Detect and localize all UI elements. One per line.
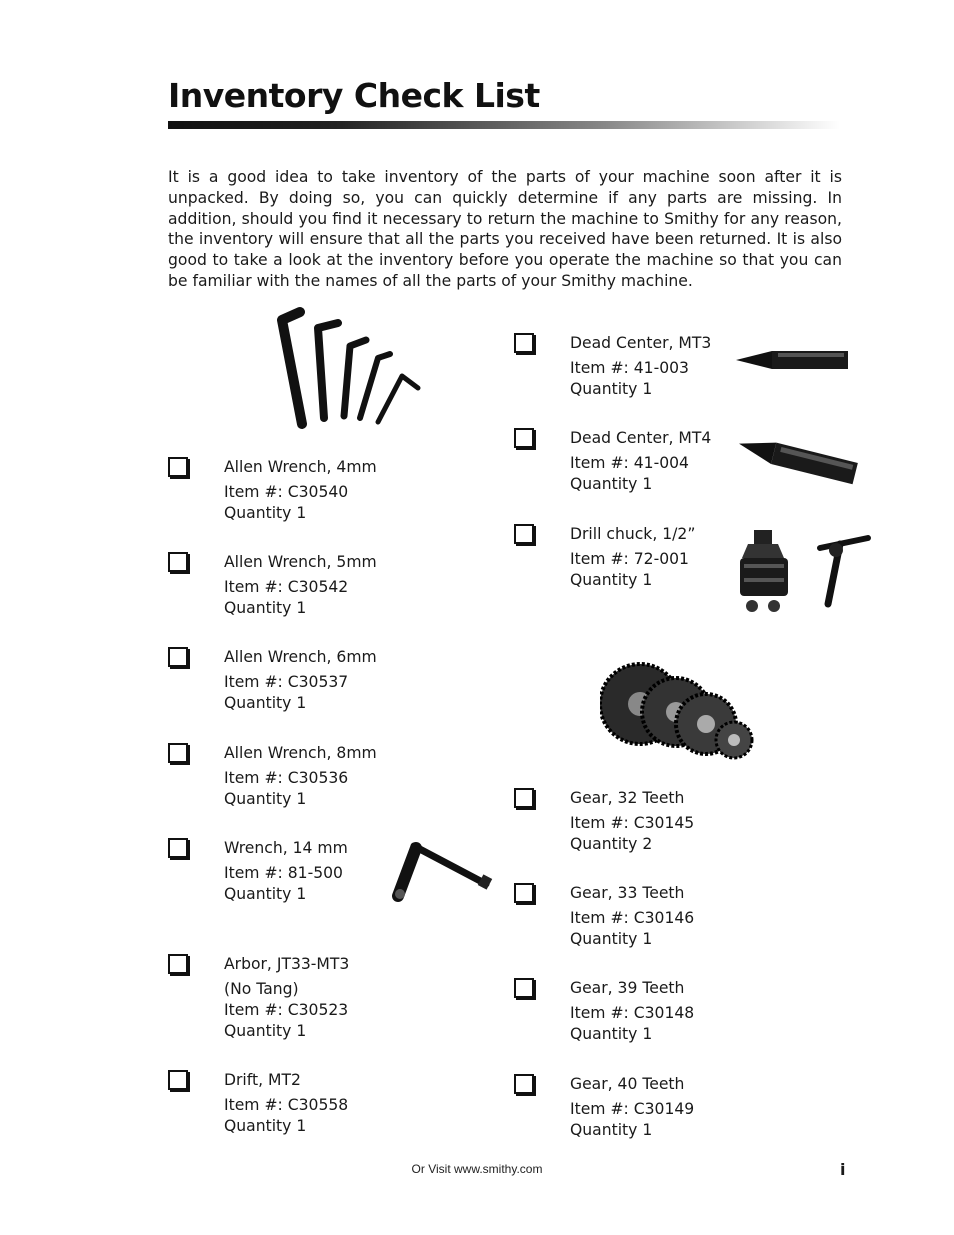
item-number: Item #: C30537 bbox=[224, 673, 349, 691]
item-note: (No Tang) bbox=[224, 980, 299, 998]
item-number: Item #: C30540 bbox=[224, 483, 349, 501]
item-quantity: Quantity 1 bbox=[224, 884, 307, 903]
checkbox[interactable] bbox=[514, 524, 534, 544]
checkbox[interactable] bbox=[168, 838, 188, 858]
item-name: Dead Center, MT4 bbox=[570, 429, 712, 447]
allen-wrench-set-icon bbox=[268, 306, 424, 434]
item-number: Item #: 72-001 bbox=[570, 550, 689, 568]
checkbox[interactable] bbox=[514, 883, 534, 903]
page-title: Inventory Check List bbox=[168, 76, 540, 115]
checkbox[interactable] bbox=[514, 333, 534, 353]
item-quantity: Quantity 1 bbox=[570, 474, 653, 493]
item-quantity: Quantity 1 bbox=[570, 1024, 653, 1043]
drill-chuck-icon bbox=[732, 528, 876, 616]
checkbox[interactable] bbox=[168, 743, 188, 763]
item-number: Item #: 41-003 bbox=[570, 359, 689, 377]
item-number: Item #: 81-500 bbox=[224, 864, 343, 882]
item-quantity: Quantity 1 bbox=[570, 929, 653, 948]
intro-paragraph: It is a good idea to take inventory of the parts of your machine soon after it is unpacked. By doing so, you can quickly determine if any parts are missing. In addition, should you find it necessary to return the machine to Smithy for any reason, the inventory will ensure that all the parts you received have been returned. It is also good to take a look at the inventory before you operate the machine so that you can be familiar with the names of all the parts of your Smithy machine. bbox=[168, 168, 842, 290]
dead-center-icon bbox=[732, 428, 860, 498]
item-quantity: Quantity 1 bbox=[224, 1116, 307, 1135]
item-name: Allen Wrench, 5mm bbox=[224, 553, 377, 571]
item-name: Arbor, JT33-MT3 bbox=[224, 955, 350, 973]
item-name: Gear, 39 Teeth bbox=[570, 979, 685, 997]
item-name: Gear, 32 Teeth bbox=[570, 789, 685, 807]
page-number: i bbox=[840, 1160, 846, 1179]
checkbox[interactable] bbox=[168, 1070, 188, 1090]
checkbox[interactable] bbox=[168, 457, 188, 477]
checkbox[interactable] bbox=[514, 428, 534, 448]
item-name: Dead Center, MT3 bbox=[570, 334, 712, 352]
dead-center-icon bbox=[734, 342, 850, 378]
item-number: Item #: C30149 bbox=[570, 1100, 695, 1118]
item-name: Wrench, 14 mm bbox=[224, 839, 348, 857]
footer-website: Or Visit www.smithy.com bbox=[411, 1162, 543, 1176]
item-quantity: Quantity 1 bbox=[224, 598, 307, 617]
item-name: Gear, 33 Teeth bbox=[570, 884, 685, 902]
item-name: Allen Wrench, 6mm bbox=[224, 648, 377, 666]
item-quantity: Quantity 1 bbox=[224, 1021, 307, 1040]
item-name: Allen Wrench, 4mm bbox=[224, 458, 377, 476]
item-quantity: Quantity 1 bbox=[224, 693, 307, 712]
item-name: Allen Wrench, 8mm bbox=[224, 744, 377, 762]
checkbox[interactable] bbox=[514, 788, 534, 808]
item-quantity: Quantity 2 bbox=[570, 834, 653, 853]
item-name: Drift, MT2 bbox=[224, 1071, 301, 1089]
item-number: Item #: 41-004 bbox=[570, 454, 689, 472]
checkbox[interactable] bbox=[168, 552, 188, 572]
item-quantity: Quantity 1 bbox=[570, 570, 653, 589]
gear-set-icon bbox=[600, 654, 760, 766]
checkbox[interactable] bbox=[168, 647, 188, 667]
item-quantity: Quantity 1 bbox=[570, 379, 653, 398]
item-number: Item #: C30542 bbox=[224, 578, 349, 596]
checkbox[interactable] bbox=[514, 978, 534, 998]
item-name: Drill chuck, 1/2” bbox=[570, 525, 696, 543]
item-quantity: Quantity 1 bbox=[570, 1120, 653, 1139]
item-number: Item #: C30145 bbox=[570, 814, 695, 832]
item-number: Item #: C30148 bbox=[570, 1004, 695, 1022]
item-number: Item #: C30146 bbox=[570, 909, 695, 927]
item-number: Item #: C30536 bbox=[224, 769, 349, 787]
item-number: Item #: C30558 bbox=[224, 1096, 349, 1114]
item-name: Gear, 40 Teeth bbox=[570, 1075, 685, 1093]
checkbox[interactable] bbox=[514, 1074, 534, 1094]
item-number: Item #: C30523 bbox=[224, 1000, 349, 1019]
title-underline bbox=[168, 121, 840, 129]
checkbox[interactable] bbox=[168, 954, 188, 974]
item-quantity: Quantity 1 bbox=[224, 503, 307, 522]
item-quantity: Quantity 1 bbox=[224, 789, 307, 808]
